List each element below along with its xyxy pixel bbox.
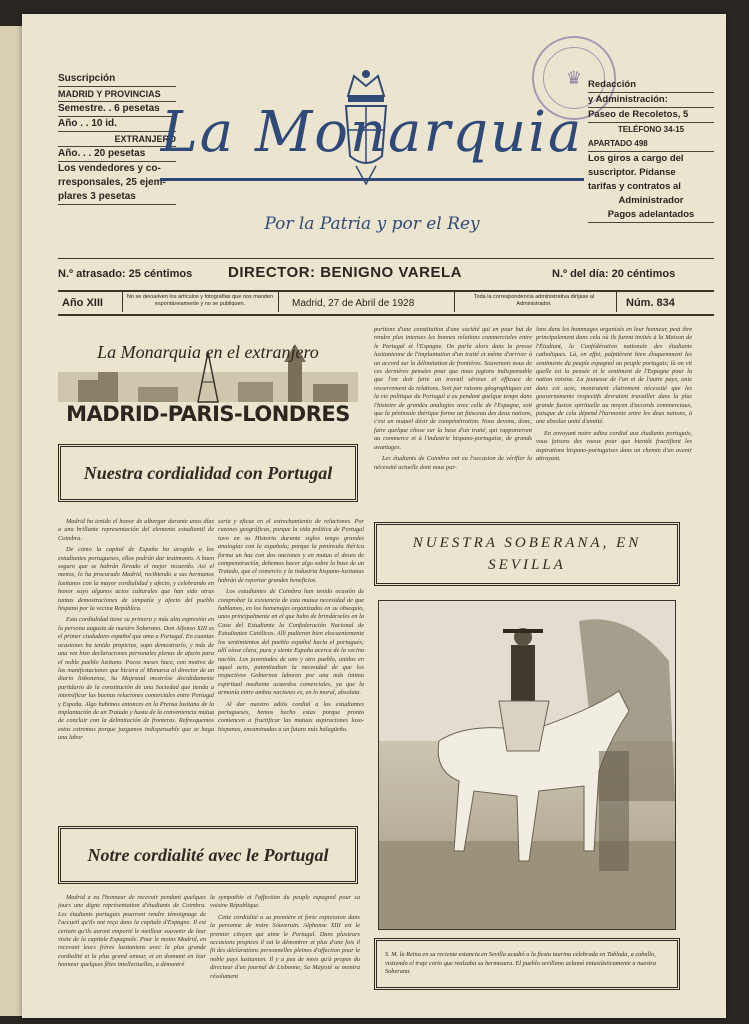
admin-line: Paseo de Recoletos, 5 xyxy=(588,108,714,123)
infobar-rule-bottom xyxy=(58,314,714,316)
paragraph: Madrid ha tenido el honor de albergar durante unos días a una brillante representación del elemento estudiantil de Coimbra. xyxy=(58,518,214,542)
paragraph: Les étudiants de Coimbra ont eu l'occasion de vérifier la nécessité actuelle dont nous par- xyxy=(374,455,532,471)
queen-on-horseback-photo xyxy=(378,600,676,930)
subscription-line: Semestre. . 6 pesetas xyxy=(58,102,176,117)
paragraph: En envoyant notre adieu cordial aux étudiants portugais, vous faisons des voeux pour que bientôt fructifient les aspirations hispano-portugaises dans un chemin d'un avenir attrayant. xyxy=(536,429,692,463)
paragraph: lons dans les hommages organisés en leur honneur, peut être principalement dans cela où ils furent invités à la Maison de l'Étudiant, la Confédération nationale des étudiants catholiques. Là, en effet, palpitèrent bien éloquemment les sentiments du peuple espagnol au peuple portugais; là on vit quelle est la pensée et le sentiment de l'Espagne pour la nation voisine. La jeunesse de l'un et de l'autre pays, unie dans cet acte, montraient clairement nécessité que les gouvernements respectifs devraient travailler dans la plus grande fusion spirituelle au moyen d'accords commerciaux, puisque de cela dépend l'harmonie entre les deux nations, à une absolue unité d'amitié. xyxy=(536,326,692,426)
issue-date: Madrid, 27 de Abril de 1928 xyxy=(292,298,415,309)
admin-line: Redacción xyxy=(588,78,714,93)
article-fr-col-b xyxy=(536,326,692,522)
banner-cities: MADRID-PARIS-LONDRES xyxy=(66,402,350,426)
stamp-emblem-icon: ♛ xyxy=(565,67,583,88)
photo-illustration xyxy=(379,601,675,929)
administration-box xyxy=(588,78,714,223)
headline-portugal-fr: Notre cordialité avec le Portugal xyxy=(58,826,358,884)
newspaper-page xyxy=(22,14,726,1018)
article-fr-bottom-col-a xyxy=(58,894,206,1006)
admin-line: Administrador xyxy=(618,195,684,206)
article-es-col-a xyxy=(58,518,214,828)
admin-line: tarifas y contratos al xyxy=(588,181,681,192)
subscription-line: Suscripción xyxy=(58,72,176,87)
subscription-line: MADRID Y PROVINCIAS xyxy=(58,87,176,102)
admin-line: Pagos adelantados xyxy=(588,208,714,223)
admin-line: Los giros a cargo del xyxy=(588,153,684,164)
returns-notice: No se devuelven los artículos y fotografías que nos manden espontáneamente y no se publiquen. xyxy=(126,294,274,307)
infobar-divider xyxy=(278,292,279,312)
infobar-rule-top xyxy=(58,258,714,259)
volume-year: Año XIII xyxy=(62,297,103,309)
abroad-banner xyxy=(58,332,358,432)
correspondence-notice: Toda la correspondencia administrativa diríjase al Administrador. xyxy=(473,294,595,307)
paragraph: De cómo la capital de España ha acogido a los estudiantes portugueses, ellos podrán dar testimonio. A buen seguro que se habrán llevado el mejor recuerdo. Así el menos, lo ha procurado Madrid, recibiendo a sus hermanos lusitanos con la mayor cordialidad y afecto, y celebrando en honor suyo algunos actos culturales que han sido otras tantas demostraciones de simpatía y afecto del pueblo hispano por la vecina República. xyxy=(58,546,214,613)
infobar-divider xyxy=(454,292,455,312)
subscription-line: Los vendedores y co- xyxy=(58,163,161,174)
photo-caption-box xyxy=(374,938,680,990)
paragraph: portions d'une constitution d'une société qui en pour but de rendre plus intenses les bonnes relations commerciales entre le Portugal et l'Espagne. On parla alors dans la presse lusitanienne de l'implantation d'un traité et même d'arriver à un accord sur la délimitation de frontières. Souvenons nous de ces dernières pensées pour que nous jugions indispensable que l'on doit faire un travail sérieux et efficace de resserrement de relations. Soit par raisons géographiques car la vie politique du Portugal a eu pendant quelque temps dans l'histoire de grandes analogies avec celle de l'Espagne, soit que la péninsule ibérique forme un faisceau des deux nations, c'est un mutuel désir de compénétration. Nous devons, donc, faire quelque chose sur la base d'un traité, qui rapporteront au commerce et à l'industrie hispano-portugaise, de grands avantages. xyxy=(374,326,532,451)
masthead-underline xyxy=(160,178,584,181)
admin-line: APARTADO 498 xyxy=(588,137,714,152)
banner-script-title: La Monarquia en el extranjero xyxy=(97,342,319,362)
subscription-line: rresponsales, 25 ejem- xyxy=(58,177,166,188)
back-issue-price: N.º atrasado: 25 céntimos xyxy=(58,268,193,280)
issue-number: Núm. 834 xyxy=(626,297,675,309)
photo-caption: S. M. la Reina en su reciente estancia en Sevilla acudió a la fiesta taurina celebrada en Tablada, a caballo, vistiendo el traje corto que realzaba su hermosura. El pueblo sevillano aclamó entusiásticamente a nuestra Soberana. xyxy=(385,951,657,976)
infobar-divider xyxy=(616,292,617,312)
paragraph: Madrid a eu l'honneur de recevoir pendant quelques jours une digne représentation d'étudiants de Coimbra. Les étudiants portugais pourront rendre témoignage de l'accueil qu'ils ont reçu dans la capitale d'Espagne. Il est certain qu'ils auront emporté le meilleur souvenir de leur visite de la capitale Espagnole. Pour le moins Madrid, en recevant leurs frères lusitaniens avec la plus grande cordialité et la plus grand amour, et en donnant en leur honneur quelques fêtes intellectuelles, a démontré xyxy=(58,894,206,969)
headline-queen-seville: NUESTRA SOBERANA, EN SEVILLA xyxy=(374,522,680,586)
masthead-motto: Por la Patria y por el Rey xyxy=(264,214,480,234)
admin-line: y Administración: xyxy=(588,93,714,108)
adjacent-page-edge xyxy=(0,26,23,1016)
subscription-line: Año. . . 20 pesetas xyxy=(58,147,176,162)
paragraph: la sympathie et l'affection du peuple espagnol pour sa voisine République. xyxy=(210,894,360,910)
headline-portugal-es: Nuestra cordialidad con Portugal xyxy=(58,444,358,502)
subscription-line: Año . . 10 id. xyxy=(58,117,176,132)
infobar-divider xyxy=(122,292,123,312)
director-name: DIRECTOR: BENIGNO VARELA xyxy=(228,264,462,281)
paragraph: Los estudiantes de Coimbra han tenido ocasión de comprobar la existencia de esta mutua necesidad de que hablamos, en los homenajes organizados en su obsequio, unos principalmente en el que hubo de brindárseles en la Casa del Estudiante la Confederación Nacional de Estudiantes Católicos. Allí pudieron bien elocuentemente los sentimientos del pueblo español hacia el portugués; allí oíose clara, pura y siente España acerca de la vecina nación. Los juventudes de uno y otro pueblo, unidos en aquel acto, patentizaban la necesidad de que los respectivos Gobiernos laboren por una más íntima espiritual mediante acuerdos comerciales, ya que la armonía entre ambas naciones es, en lo moral, absoluta. xyxy=(218,588,364,697)
paragraph: Cette cordialité a sa première et forte expression dans la personne de notre Souverain. Alphonse XIII est le premier citoyen qui aime le Portugal. Dans plusieurs occasions propices il sut le démontrer et plus d'une fois il fit des déclarations personnelles pleines d'affection pour le noble pays lusitanien. Il y a peu de mois qu'à propos du directeur d'un journal de Lisbonne, Sa Majesté se montra résolument xyxy=(210,913,360,980)
paragraph: Al dar nuestro adiós cordial a los estudiantes portugueses, hemos hecho estas porque pronto comiencen a fructificar las mutuas aspiraciones luso-hispanas, encaminadas a un futuro más halagüeño. xyxy=(218,700,364,733)
article-fr-col-a xyxy=(374,326,532,522)
paragraph: Esta cordialidad tiene su primera y más alta expresión en la persona augusta de nuestro Soberano. Don Alfonso XIII es el primer ciudadano español que ama a Portugal. En cuantas ocasiones ha tenido propicias, supo demostrarlo, y más de una vez hizo declaraciones personales plenas de afecto para el noble pueblo lusitano. Pocos meses hace, con motivo de las manifestaciones que hiciera el Monarca al director de un diario lisbonense, Su Majestad mostróse decididamente partidario de la constitución de una Sociedad que tienda a intensificar las buenas relaciones comerciales entre Portugal y España. Algo hubimos entonces en la Prensa lusitana de la implantación de un Tratado y hasta de la conveniencia mutua de concluir con la delimitación de fronteras. Refresquemos estos extremos porque juzgamos indispensable que se haga una labor xyxy=(58,616,214,742)
subscription-line: plares 3 pesetas xyxy=(58,190,176,205)
admin-line: suscriptor. Pídanse xyxy=(588,167,676,178)
admin-line: TELÉFONO 34-15 xyxy=(617,125,685,134)
daily-issue-price: N.º del día: 20 céntimos xyxy=(552,268,676,280)
article-es-col-b xyxy=(218,518,364,828)
article-fr-bottom-col-b xyxy=(210,894,360,1006)
masthead-title: La Monarquia xyxy=(160,100,584,165)
subscription-line: EXTRANJERO xyxy=(58,132,176,147)
paragraph: seria y eficaz en el estrechamiento de relaciones. Por razones geográficas, porque la vida política de Portugal tuvo en su Historia durante siglos tengo grandes analogías con la española; porque la península ibérica forma un haz con dos naciones y en mutuo el deseo de compenetración, debemos hacer algo sobre la base de un Tratado, que el comercio y la industria hispano-lusitanas habrán de reportar grandes beneficios. xyxy=(218,518,364,584)
